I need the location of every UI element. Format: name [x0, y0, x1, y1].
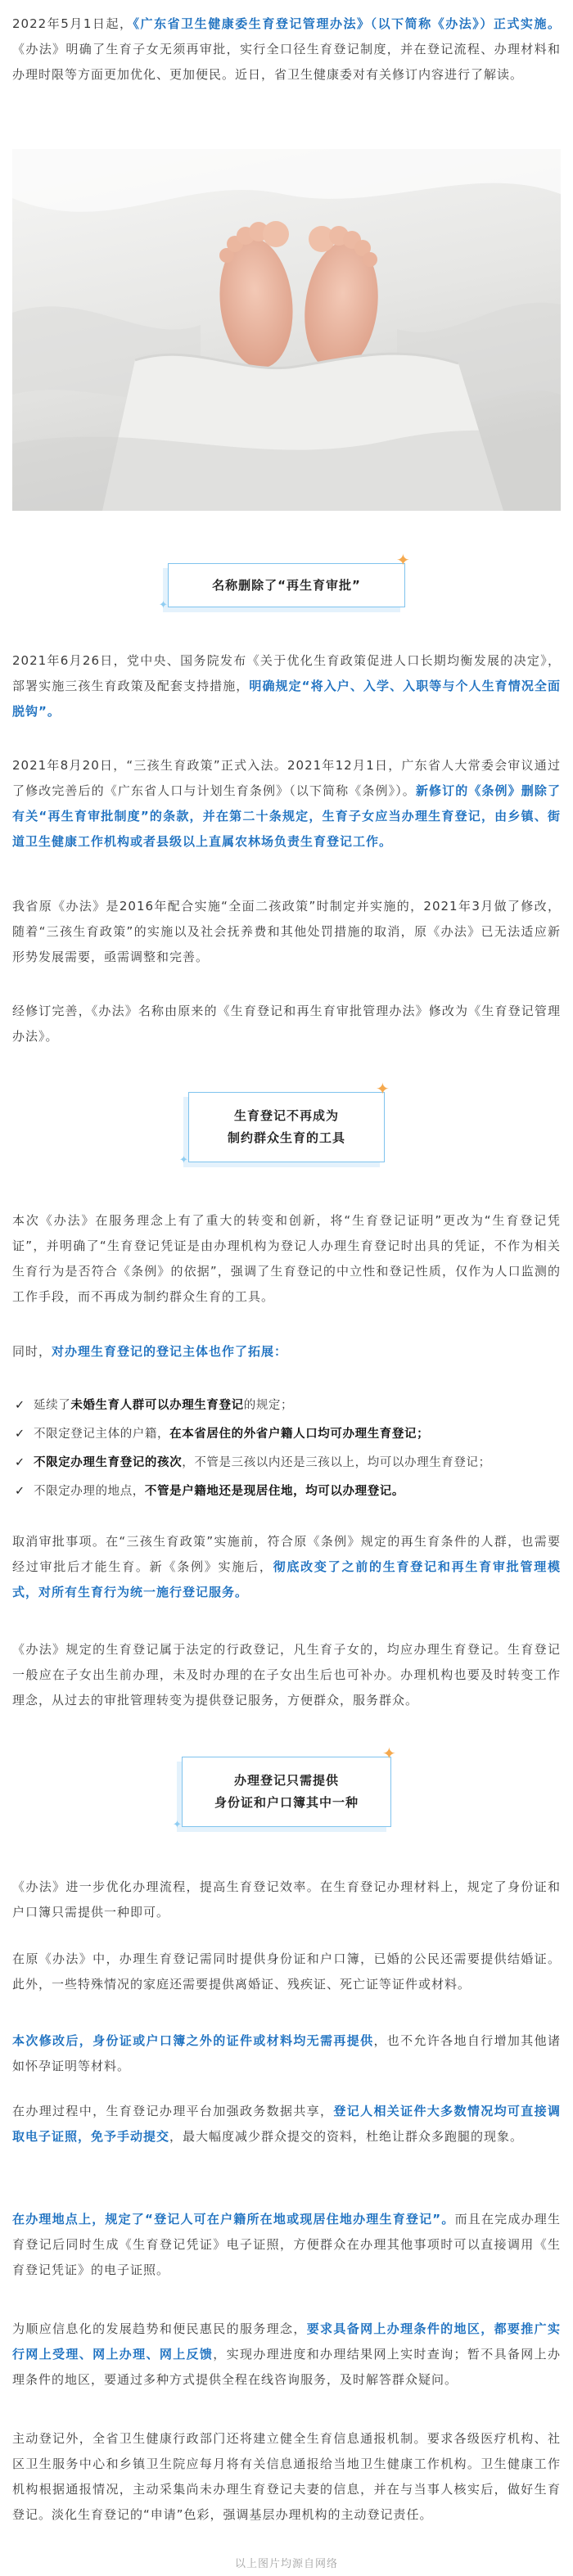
text-segment: ，不管是三孩以内还是三孩以上，均可以办理生育登记；	[182, 1456, 491, 1469]
list-item	[12, 1420, 561, 1449]
text-segment: 《办法》规定的生育登记属于法定的行政登记，凡生育子女的，均应办理生育登记。生育登记一般应在子女出生前办理，未及时办理的在子女出生后也可补办。办理机构也要及时转变工作理念，从过去的审批管理转变为提供登记服务，方便群众，服务群众。	[12, 1642, 561, 1708]
text-segment: 我省原《办法》是2016年配合实施“全面二孩政策”时制定并实施的，2021年3月做了修改，随着“三孩生育政策”的实施以及社会抚养费和其他处罚措施的取消，原《办法》已无法适应新形势发展需要，亟需调整和完善。	[12, 899, 561, 964]
text-segment: 本次《办法》在服务理念上有了重大的转变和创新，将“生育登记证明”更改为“生育登记凭证”，并明确了“生育登记凭证是由办理机构为登记人办理生育登记时出具的凭证，不作为相关生育行为是否符合《条例》的依据”，强调了生育登记的中立性和登记性质，仅作为人口监测的工作手段，而不再成为制约群众生育的工具。	[12, 1213, 561, 1304]
heading-line: 制约群众生育的工具	[227, 1130, 345, 1145]
text-segment: 2022年5月1日起，	[12, 16, 133, 31]
section-heading-2	[188, 1092, 385, 1162]
text-segment: 为顺应信息化的发展趋势和便民惠民的服务理念，	[12, 2321, 307, 2336]
heading-line: 生育登记不再成为	[233, 1108, 339, 1123]
paragraph	[12, 999, 561, 1080]
sparkle-icon	[159, 600, 168, 611]
paragraph	[12, 2028, 561, 2097]
highlight-text: 要求具备网上办理条件的地区，都要推广实行网上受理、网上办理、网上反馈	[12, 2321, 561, 2362]
highlight-text: 明确规定“将入户、入学、入职等与个人生育情况全面脱钩”。	[12, 679, 561, 719]
paragraph	[12, 894, 561, 992]
heading-line: 办理登记只需提供	[233, 1773, 339, 1788]
paragraph	[12, 2099, 561, 2202]
paragraph	[12, 1947, 561, 2025]
text-segment: 取消审批事项。在“三孩生育政策”实施前，符合原《条例》规定的再生育条件的人群，也需要经过审批后才能生育。新《条例》实施后，	[12, 1534, 561, 1574]
text-segment: ，实现办理进度和办理结果网上实时查询；暂不具备网上办理条件的地区，要通过多种方式提供全程在线咨询服务，及时解答群众疑问。	[12, 2347, 561, 2387]
sparkle-icon	[179, 1155, 188, 1166]
text-segment: 在原《办法》中，办理生育登记需同时提供身份证和户口簿，已婚的公民还需要提供结婚证。此外，一些特殊情况的家庭还需要提供离婚证、残疾证、死亡证等证件或材料。	[12, 1951, 561, 1992]
heading-line: 名称删除了“再生育审批”	[212, 577, 361, 593]
baby-feet-photo	[12, 149, 561, 511]
highlight-text: 新修订的《条例》删除了有关“再生育审批制度”的条款，并在第二十条规定，生育子女应当办理生育登记，由乡镇、街道卫生健康工作机构或者县级以上直属农林场负责生育登记工作。	[12, 783, 561, 849]
check-icon	[15, 1449, 25, 1477]
bold-text: 未婚生育人群可以办理生育登记	[70, 1399, 244, 1412]
text-segment: 2021年6月26日，党中央、国务院发布《关于优化生育政策促进人口长期均衡发展的决定》，部署实施三孩生育政策及配套支持措施，	[12, 653, 561, 693]
sparkle-icon	[173, 1820, 182, 1830]
paragraph	[12, 2317, 561, 2421]
text-segment: 《办法》进一步优化办理流程，提高生育登记效率。在生育登记办理材料上，规定了身份证和户口簿只需提供一种即可。	[12, 1879, 561, 1920]
text-segment: 同时，	[12, 1344, 52, 1359]
text-segment: 经修订完善，《办法》名称由原来的《生育登记和再生育审批管理办法》修改为《生育登记管理办法》。	[12, 1004, 561, 1044]
paragraph	[12, 1529, 561, 1632]
highlight-text: 本次修改后，身份证或户口簿之外的证件或材料均无需再提供	[12, 2033, 374, 2048]
text-segment: 2021年8月20日，“三孩生育政策”正式入法。2021年12月1日，广东省人大常委会审议通过了修改完善后的《广东省人口与计划生育条例》（以下简称《条例》）。	[12, 758, 561, 798]
text-segment: ，最大幅度减少群众提交的资料，杜绝让群众多跑腿的现象。	[169, 2129, 524, 2144]
highlight-text: 登记人相关证件大多数情况均可直接调取电子证照，免予手动提交	[12, 2104, 561, 2144]
highlight-text: 彻底改变了之前的生育登记和再生育审批管理模式，对所有生育行为统一施行登记服务。	[12, 1559, 561, 1599]
paragraph	[12, 648, 561, 747]
paragraph	[12, 753, 561, 884]
paragraph	[12, 1874, 561, 1943]
check-icon	[15, 1477, 25, 1506]
highlight-text: 对办理生育登记的登记主体也作了拓展：	[52, 1344, 288, 1359]
text-segment: ，也不允许各地自行增加其他诸如怀孕证明等材料。	[12, 2033, 561, 2073]
text-segment: 的规定；	[243, 1399, 294, 1412]
heading-line: 身份证和户口簿其中一种	[214, 1795, 359, 1810]
section-heading-1	[168, 563, 405, 607]
list-item	[12, 1449, 561, 1477]
paragraph	[12, 1208, 561, 1331]
intro-paragraph	[12, 11, 561, 118]
image-source-note: 以上图片均源自网络	[234, 2558, 338, 2570]
text-segment: 不限定办理的地点，	[34, 1485, 145, 1498]
text-segment: 《办法》明确了生育子女无须再审批，实行全口径生育登记制度，并在登记流程、办理材料和办理时限等方面更加优化、更加便民。近日，省卫生健康委对有关修订内容进行了解读。	[12, 42, 561, 82]
text-segment: 主动登记外，全省卫生健康行政部门还将建立健全生育信息通报机制。要求各级医疗机构、社区卫生服务中心和乡镇卫生院应每月将有关信息通报给当地卫生健康工作机构。卫生健康工作机构根据通报情况，主动采集尚未办理生育登记夫妻的信息，并在与当事人核实后，做好生育登记。淡化生育登记的“申请”色彩，强调基层办理机构的主动登记责任。	[12, 2431, 561, 2522]
paragraph	[12, 1339, 561, 1385]
baby-feet-illustration	[12, 149, 561, 511]
registration-scope-list	[12, 1392, 561, 1523]
text-segment: 不限定登记主体的户籍，	[34, 1428, 170, 1441]
sparkle-icon	[382, 1745, 396, 1762]
check-icon	[15, 1392, 25, 1420]
bold-text: 在本省居住的外省户籍人口均可办理生育登记；	[169, 1428, 430, 1441]
bold-text: 不管是户籍地还是现居住地，均可以办理登记。	[144, 1485, 405, 1498]
check-icon	[15, 1420, 25, 1449]
section-heading-3	[182, 1757, 391, 1827]
paragraph	[12, 2207, 561, 2312]
text-segment: 在办理过程中，生育登记办理平台加强政务数据共享，	[12, 2104, 334, 2118]
sparkle-icon	[396, 552, 410, 568]
highlight-text: 《广东省卫生健康委生育登记管理办法》（以下简称《办法》）正式实施。	[133, 16, 561, 31]
highlight-text: 在办理地点上，规定了“登记人可在户籍所在地或现居住地办理生育登记”。	[12, 2212, 455, 2226]
paragraph	[12, 2426, 561, 2554]
paragraph	[12, 1637, 561, 1748]
list-item	[12, 1477, 561, 1506]
list-item	[12, 1392, 561, 1420]
bold-text: 不限定办理生育登记的孩次	[34, 1456, 183, 1469]
text-segment: 而且在完成办理生育登记后同时生成《生育登记凭证》电子证照，方便群众在办理其他事项时可以直接调用《生育登记凭证》的电子证照。	[12, 2212, 561, 2277]
text-segment: 延续了	[34, 1399, 71, 1412]
sparkle-icon	[376, 1080, 390, 1097]
